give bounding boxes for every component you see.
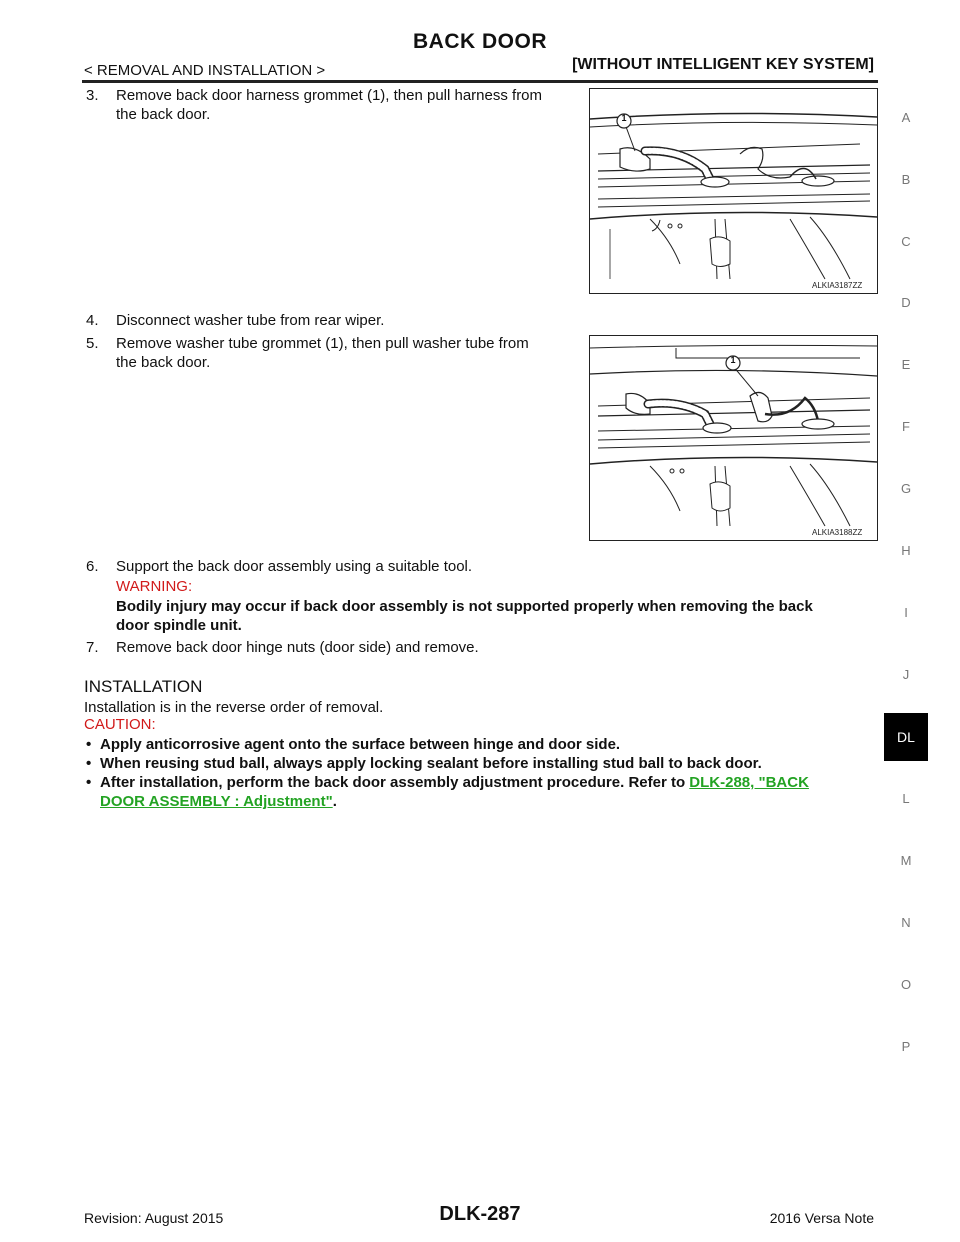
step-text-cont: the back door. [116, 354, 211, 371]
figure-harness-grommet [589, 88, 878, 294]
step-text: Remove back door hinge nuts (door side) and remove. [116, 639, 479, 656]
side-index-j[interactable]: J [902, 667, 910, 682]
figure-code: ALKIA3188ZZ [812, 528, 863, 537]
side-index-i[interactable]: I [904, 605, 908, 620]
step-text: Remove washer tube grommet (1), then pull washer tube from [116, 335, 529, 352]
side-index-d[interactable]: D [901, 295, 911, 310]
side-index-l[interactable]: L [902, 791, 910, 806]
page-title: BACK DOOR [413, 30, 547, 53]
vehicle-model: 2016 Versa Note [769, 1210, 874, 1226]
bullet-end: . [332, 793, 337, 810]
side-index-m[interactable]: M [900, 853, 912, 868]
step-4 [86, 311, 586, 331]
reference-link-back-door-adjustment-cont[interactable]: DOOR ASSEMBLY : Adjustment" [100, 793, 333, 810]
step-6 [86, 557, 686, 577]
page-number: DLK-287 [439, 1203, 521, 1225]
step-text-cont: the back door. [116, 106, 211, 123]
step-number: 6. [86, 558, 99, 575]
side-index-b[interactable]: B [901, 172, 911, 187]
step-number: 3. [86, 87, 99, 104]
header-divider [82, 80, 878, 83]
step-text: Remove back door harness grommet (1), then pull harness from [116, 87, 543, 104]
washer-tube-grommet-illustration [590, 336, 877, 540]
side-index-o[interactable]: O [900, 977, 912, 992]
section-path: < REMOVAL AND INSTALLATION > [84, 62, 326, 79]
step-text: Disconnect washer tube from rear wiper. [116, 312, 385, 329]
callout-number: 1 [730, 355, 736, 365]
caution-bullet-3 [86, 773, 886, 792]
step-number: 5. [86, 335, 99, 352]
page-subtitle: [WITHOUT INTELLIGENT KEY SYSTEM] [572, 56, 874, 73]
bullet-symbol: • [86, 755, 92, 772]
bullet-text: When reusing stud ball, always apply locking sealant before installing stud ball to back door. [100, 755, 762, 772]
side-index-f[interactable]: F [902, 419, 910, 434]
caution-label: CAUTION: [84, 716, 156, 733]
side-index-c[interactable]: C [901, 234, 911, 249]
step-text: Support the back door assembly using a suitable tool. [116, 558, 473, 575]
step-number: 4. [86, 312, 99, 329]
side-index-h[interactable]: H [901, 543, 911, 558]
figure-code: ALKIA3187ZZ [812, 281, 863, 290]
reference-link-back-door-adjustment[interactable]: DLK-288, "BACK [689, 774, 809, 791]
figure-washer-tube-grommet [589, 335, 878, 541]
side-index-n[interactable]: N [901, 915, 911, 930]
caution-bullet-2 [86, 754, 886, 773]
revision-date: Revision: August 2015 [84, 1210, 224, 1226]
section-heading-installation: INSTALLATION [84, 677, 203, 696]
bullet-symbol: • [86, 736, 92, 753]
harness-grommet-illustration [590, 89, 877, 293]
side-index-e[interactable]: E [901, 357, 911, 372]
warning-text: Bodily injury may occur if back door assembly is not supported properly when removing the back [116, 598, 813, 615]
side-index-a[interactable]: A [901, 110, 911, 125]
step-number: 7. [86, 639, 99, 656]
bullet-text: Apply anticorrosive agent onto the surface between hinge and door side. [100, 736, 621, 753]
warning-label: WARNING: [116, 578, 193, 595]
side-index-p[interactable]: P [901, 1039, 911, 1054]
step-7 [86, 638, 686, 658]
step-3 [86, 86, 586, 126]
caution-bullet-1 [86, 735, 886, 754]
caution-bullet-3-cont [100, 792, 337, 811]
bullet-text: After installation, perform the back door assembly adjustment procedure. Refer to [100, 774, 686, 791]
warning-text-cont: door spindle unit. [116, 617, 242, 634]
callout-number: 1 [621, 113, 627, 123]
side-index-g[interactable]: G [900, 481, 912, 496]
installation-intro: Installation is in the reverse order of removal. [84, 699, 384, 716]
bullet-symbol: • [86, 774, 92, 791]
side-index-dl-active[interactable]: DL [884, 713, 928, 761]
step-5 [86, 334, 586, 374]
